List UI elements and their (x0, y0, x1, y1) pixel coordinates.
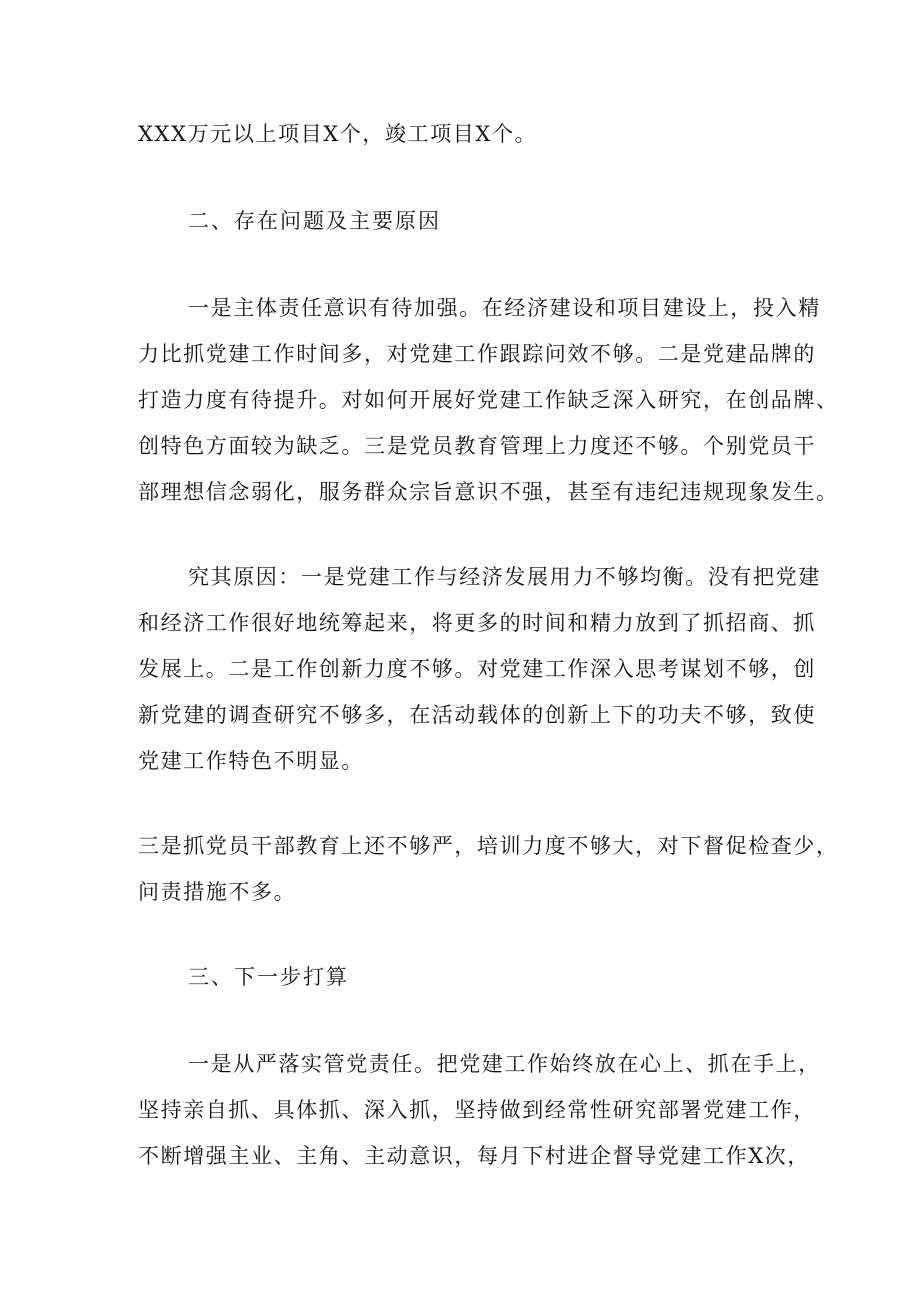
paragraph-line: 一是从严落实管党责任。把党建工作始终放在心上、抓在手上， (188, 1052, 821, 1076)
paragraph-line: 创特色方面较为缺乏。三是党员教育管理上力度还不够。个别党员干 (138, 434, 816, 458)
paragraph-line: 坚持亲自抓、具体抓、深入抓，坚持做到经常性研究部署党建工作， (138, 1098, 816, 1122)
paragraph-line: 三是抓党员干部教育上还不够严，培训力度不够大，对下督促检查少， (138, 834, 839, 858)
section-heading-problems: 二、存在问题及主要原因 (188, 209, 441, 233)
paragraph-line: 一是主体责任意识有待加强。在经济建设和项目建设上，投入精 (188, 296, 821, 320)
paragraph-line: 打造力度有待提升。对如何开展好党建工作缺乏深入研究，在创品牌、 (138, 388, 839, 412)
paragraph-line: 和经济工作很好地统筹起来，将更多的时间和精力放到了抓招商、抓 (138, 611, 816, 635)
paragraph-line: 新党建的调查研究不够多，在活动载体的创新上下的功夫不够，致使 (138, 703, 816, 727)
paragraph-fragment: XXX万元以上项目X个，竣工项目X个。 (138, 122, 538, 146)
paragraph-line: 党建工作特色不明显。 (138, 749, 364, 773)
paragraph-line: 究其原因：一是党建工作与经济发展用力不够均衡。没有把党建 (188, 565, 821, 589)
paragraph-line: 发展上。二是工作创新力度不够。对党建工作深入思考谋划不够，创 (138, 657, 816, 681)
paragraph-line: 问责措施不多。 (138, 880, 297, 904)
section-heading-next-steps: 三、下一步打算 (188, 965, 349, 989)
paragraph-line: 力比抓党建工作时间多，对党建工作跟踪问效不够。二是党建品牌的 (138, 342, 816, 366)
paragraph-line: 不断增强主业、主角、主动意识，每月下村进企督导党建工作X次， (138, 1144, 810, 1168)
paragraph-line: 部理想信念弱化，服务群众宗旨意识不强，甚至有违纪违规现象发生。 (138, 480, 839, 504)
